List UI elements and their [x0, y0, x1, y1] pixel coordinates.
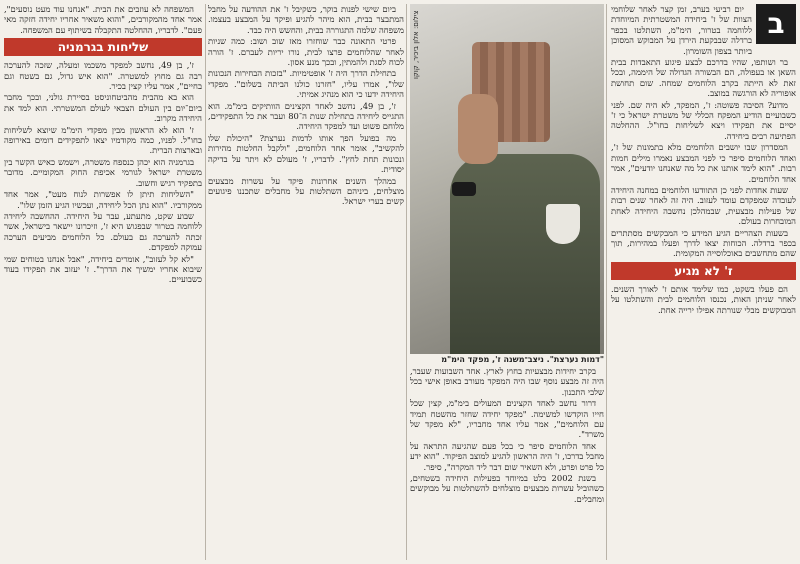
paragraph: מדוע? הסיבה פשוטה: ז', המפקד, לא היה שם. לפני כשבועיים הודיע המפקח הכללי של משטרת ישראל כי ז' יסיים את תפקידו ויצא לשליחות בחו"ל. ההחלטה הפתיעה רבים ביחידה. — [611, 99, 796, 141]
commander-photo — [410, 4, 604, 354]
paragraph: הם פעלו בשקט, כמו שלימד אותם ז' לאורך השנים. לאחר שניתן האות, נכנסו הלוחמים לבית והשתלטו על המבוקשים מבלי שנורתה אפילו ירייה אחת. — [611, 283, 796, 315]
paragraph: בתחילת הדרך היה ז' אופטימיות. "בזכות הבחירות הנכונות שלו", אמרו עליו, "חזרנו כולנו הביתה בשלום". מפקדי היחידה ידעו כי הוא מנהיג אמיתי. — [208, 68, 404, 100]
paragraph: "לא קל לעזוב", אומרים ביחידה, "אבל אנחנו בטוחים שמי שיבוא אחריו ימשיך את הדרך". ז' יעזוב את תפקידו בעוד כשבועיים. — [4, 253, 202, 285]
article-column-1 — [611, 4, 796, 560]
paragraph: מה בפועל הפך אותו לדמות נערצת? "היכולת שלו להקשיב", אומר אחד הלוחמים, "ולקבל החלטות מהירות ונכונות תחת לחץ". לדבריו, ז' מעולם לא ויתר על בדיקה יסודית. — [208, 132, 404, 175]
paragraph: הוא בא מהבית מהביטחוניסט בסיירת גולני, ובכך מחבר ביום־יום בין העולם הצבאי לעולם המשטרתי. הוא למד את היחידה מקרוב. — [4, 92, 202, 124]
paragraph: בשעות הצהריים הגיע המידע כי המבקשים מסתתרים בכפר ברדלה. הכוחות יצאו לדרך ופעלו במהירות, תוך שהם מתחשבים באוכלוסייה המקומית. — [611, 227, 796, 259]
paragraph: ז', בן 49, נחשב למפקד משכמו ומעלה, שזכה להערכה רבה גם מחוץ למשטרה. "הוא איש גדול, גם בשטח וגם בחיים", אמר עליו קצין בכיר. — [4, 60, 202, 92]
column-divider — [406, 4, 407, 560]
paragraph: שבוע שקט, מתעתע, עבר על היחידה. ההחשבה ליחידה ללוחמה בטרור שבפגוש היא ז', וזיכרונו יישאר בישראל, אשר זכתה להערכה גם בעולם. כל הלוחמים מביעים הערכה עמוקה למפקדם. — [4, 210, 202, 253]
paragraph: "השליחות תיתן לו אפשרות לנוח מעט", אמר אחד ממקורביו. "הוא נתן הכל ליחידה, ועכשיו הגיע הזמן שלו". — [4, 189, 202, 210]
paragraph: יום רביעי בערב, זמן קצר לאחר שלוחמי הצוות של ז' ביחידה המשטרתית המיוחדת ללוחמה בטרור, הימ"מ, השתלטו בכפר ברדלה שבבקעת הירדן על המבוקש המסוכן ביותר בצפון השומרון. — [611, 4, 752, 56]
paragraph: שעות אחדות לפני כן התוודעו הלוחמים במחנה היחידה לעובדה שמפקדם עומד לעזוב. היה זה לאחר שנים רבות של פעילות מבצעית, שבמהלכן נחשבה היחידה לאחת המובחרות בעולם. — [611, 184, 796, 227]
paragraph: בגרמניה הוא יכהן כנספח משטרה, וישמש כאיש הקשר בין משטרת ישראל לגורמי אכיפת החוק המקומיים. מדובר בתפקיד רגיש וחשוב. — [4, 156, 202, 188]
photo-credit: צילום: אלון ביכיר, קוקו — [412, 10, 420, 79]
paragraph: בשנת 2002 בלט במיוחד בפעילות היחידה בשטחים, כשהוביל עשרות מבצעים מוצלחים להשתלטות על מבוקשים ומחבלים. — [410, 473, 604, 504]
watch-shape — [452, 182, 476, 196]
paragraph: פרטי התאונה כבר שוחזרו מאז שוב ושוב: כמה שניות לאחר שהלוחמים פרצו לבית, נורו יריות לעברם. ז' הורה לכוח לסגת ולהמתין, ובכך מנע אסון. — [208, 36, 404, 68]
paragraph: בר ושותפו, שהיו בדרכם לבצע פיגוע התאבדות בבית השאן או בעפולה, הם הבשורה הגדולה של היממה, ובכל זאת לא הייתה בקרב הלוחמים שמחה. שום תחושת אופוריה לא הורגשה במוצב. — [611, 57, 796, 99]
hand-shape — [458, 94, 498, 164]
column-divider — [606, 4, 607, 560]
paragraph: ז' הוא לא הראשון מבין מפקדי הימ"מ שיוצא לשליחות בחו"ל. לפניו, כמה מקודמיו יצאו לתפקידים דומים באירופה ובארצות הברית. — [4, 124, 202, 156]
article-column-3 — [208, 4, 404, 560]
paragraph: דרור נחשב לאחד הקצינים המעולים בימ"מ, קצין שכל חייו הוקדשו למשימה. "מפקד יחידה שחזר מהשטח תמיד עם הלוחמים", אמר עליו אחד מחבריו, "לא מפקד של משרד". — [410, 398, 604, 440]
paragraph: המשפחה לא עוזבים את הבית. "אנחנו עוד מעט נוסעים", אמר אחד מהמקורבים, "והוא משאיר אחריו יחידה חזקה מאי פעם". לדבריו, ההחלטה התקבלה בשיתוף עם המשפחה. — [4, 4, 202, 35]
unit-badge-shape — [546, 204, 580, 244]
article-column-4 — [4, 4, 202, 560]
paragraph: ביום שישי לפנות בוקר, כשקיבל ז' את ההודעה על מחבל המתבצר בבית, הוא מיהר להגיע ופיקד על המבצע בעצמו. משפחה שלמה התגוררה בבית, והחשש היה כבד. — [208, 4, 404, 35]
paragraph: המסדרון שבו יושבים הלוחמים מלא בתמונות של ז', ואחד הלוחמים סיפר כי לפני המבצע נאמרו מילים חמות רבות. "הוא לימד אותנו את כל מה שאנחנו יודעים", אמר אחד הלוחמים. — [611, 142, 796, 184]
paragraph: במהלך השנים אחרונות פיקד על עשרות מבצעים מוצלחים, ביניהם השתלטות על מחבלים שתכננו פיגועים קשים בערי ישראל. — [208, 175, 404, 207]
paragraph: ז', בן 49, נחשב לאחד הקצינים הוותיקים בימ"מ. הוא התגייס ליחידה בתחילת שנות ה־80 ועבר את כל התפקידים, מלוחם פשוט ועד למפקד היחידה. — [208, 100, 404, 132]
drop-cap: ב — [756, 4, 796, 44]
paragraph: בקרב יחידות מבצעיות בחוץ לארץ. אחד השבועות שעבר, היה זה מבצע נוסף שבו היה המפקד מעורב באופן אישי בכל שלבי התכנון. — [410, 366, 604, 397]
section-title-germany: שליחות בגרמניה — [4, 38, 202, 56]
section-title-dont-touch: ז' לא מגיע — [611, 262, 796, 280]
photo-caption: "דמות נערצת". ניצב־משנה ז', מפקד הימ"מ — [441, 355, 604, 364]
article-column-2 — [410, 366, 604, 560]
column-divider — [205, 4, 206, 560]
paragraph: אחד הלוחמים סיפר כי בכל פעם שהגיעה התראה על מחבל בדרכו, ז' היה הראשון להגיע למוצב הפיקוד. "הוא ידע כל פרט ופרט, ולא השאיר שום דבר ליד המקרה", סיפר. — [410, 440, 604, 472]
